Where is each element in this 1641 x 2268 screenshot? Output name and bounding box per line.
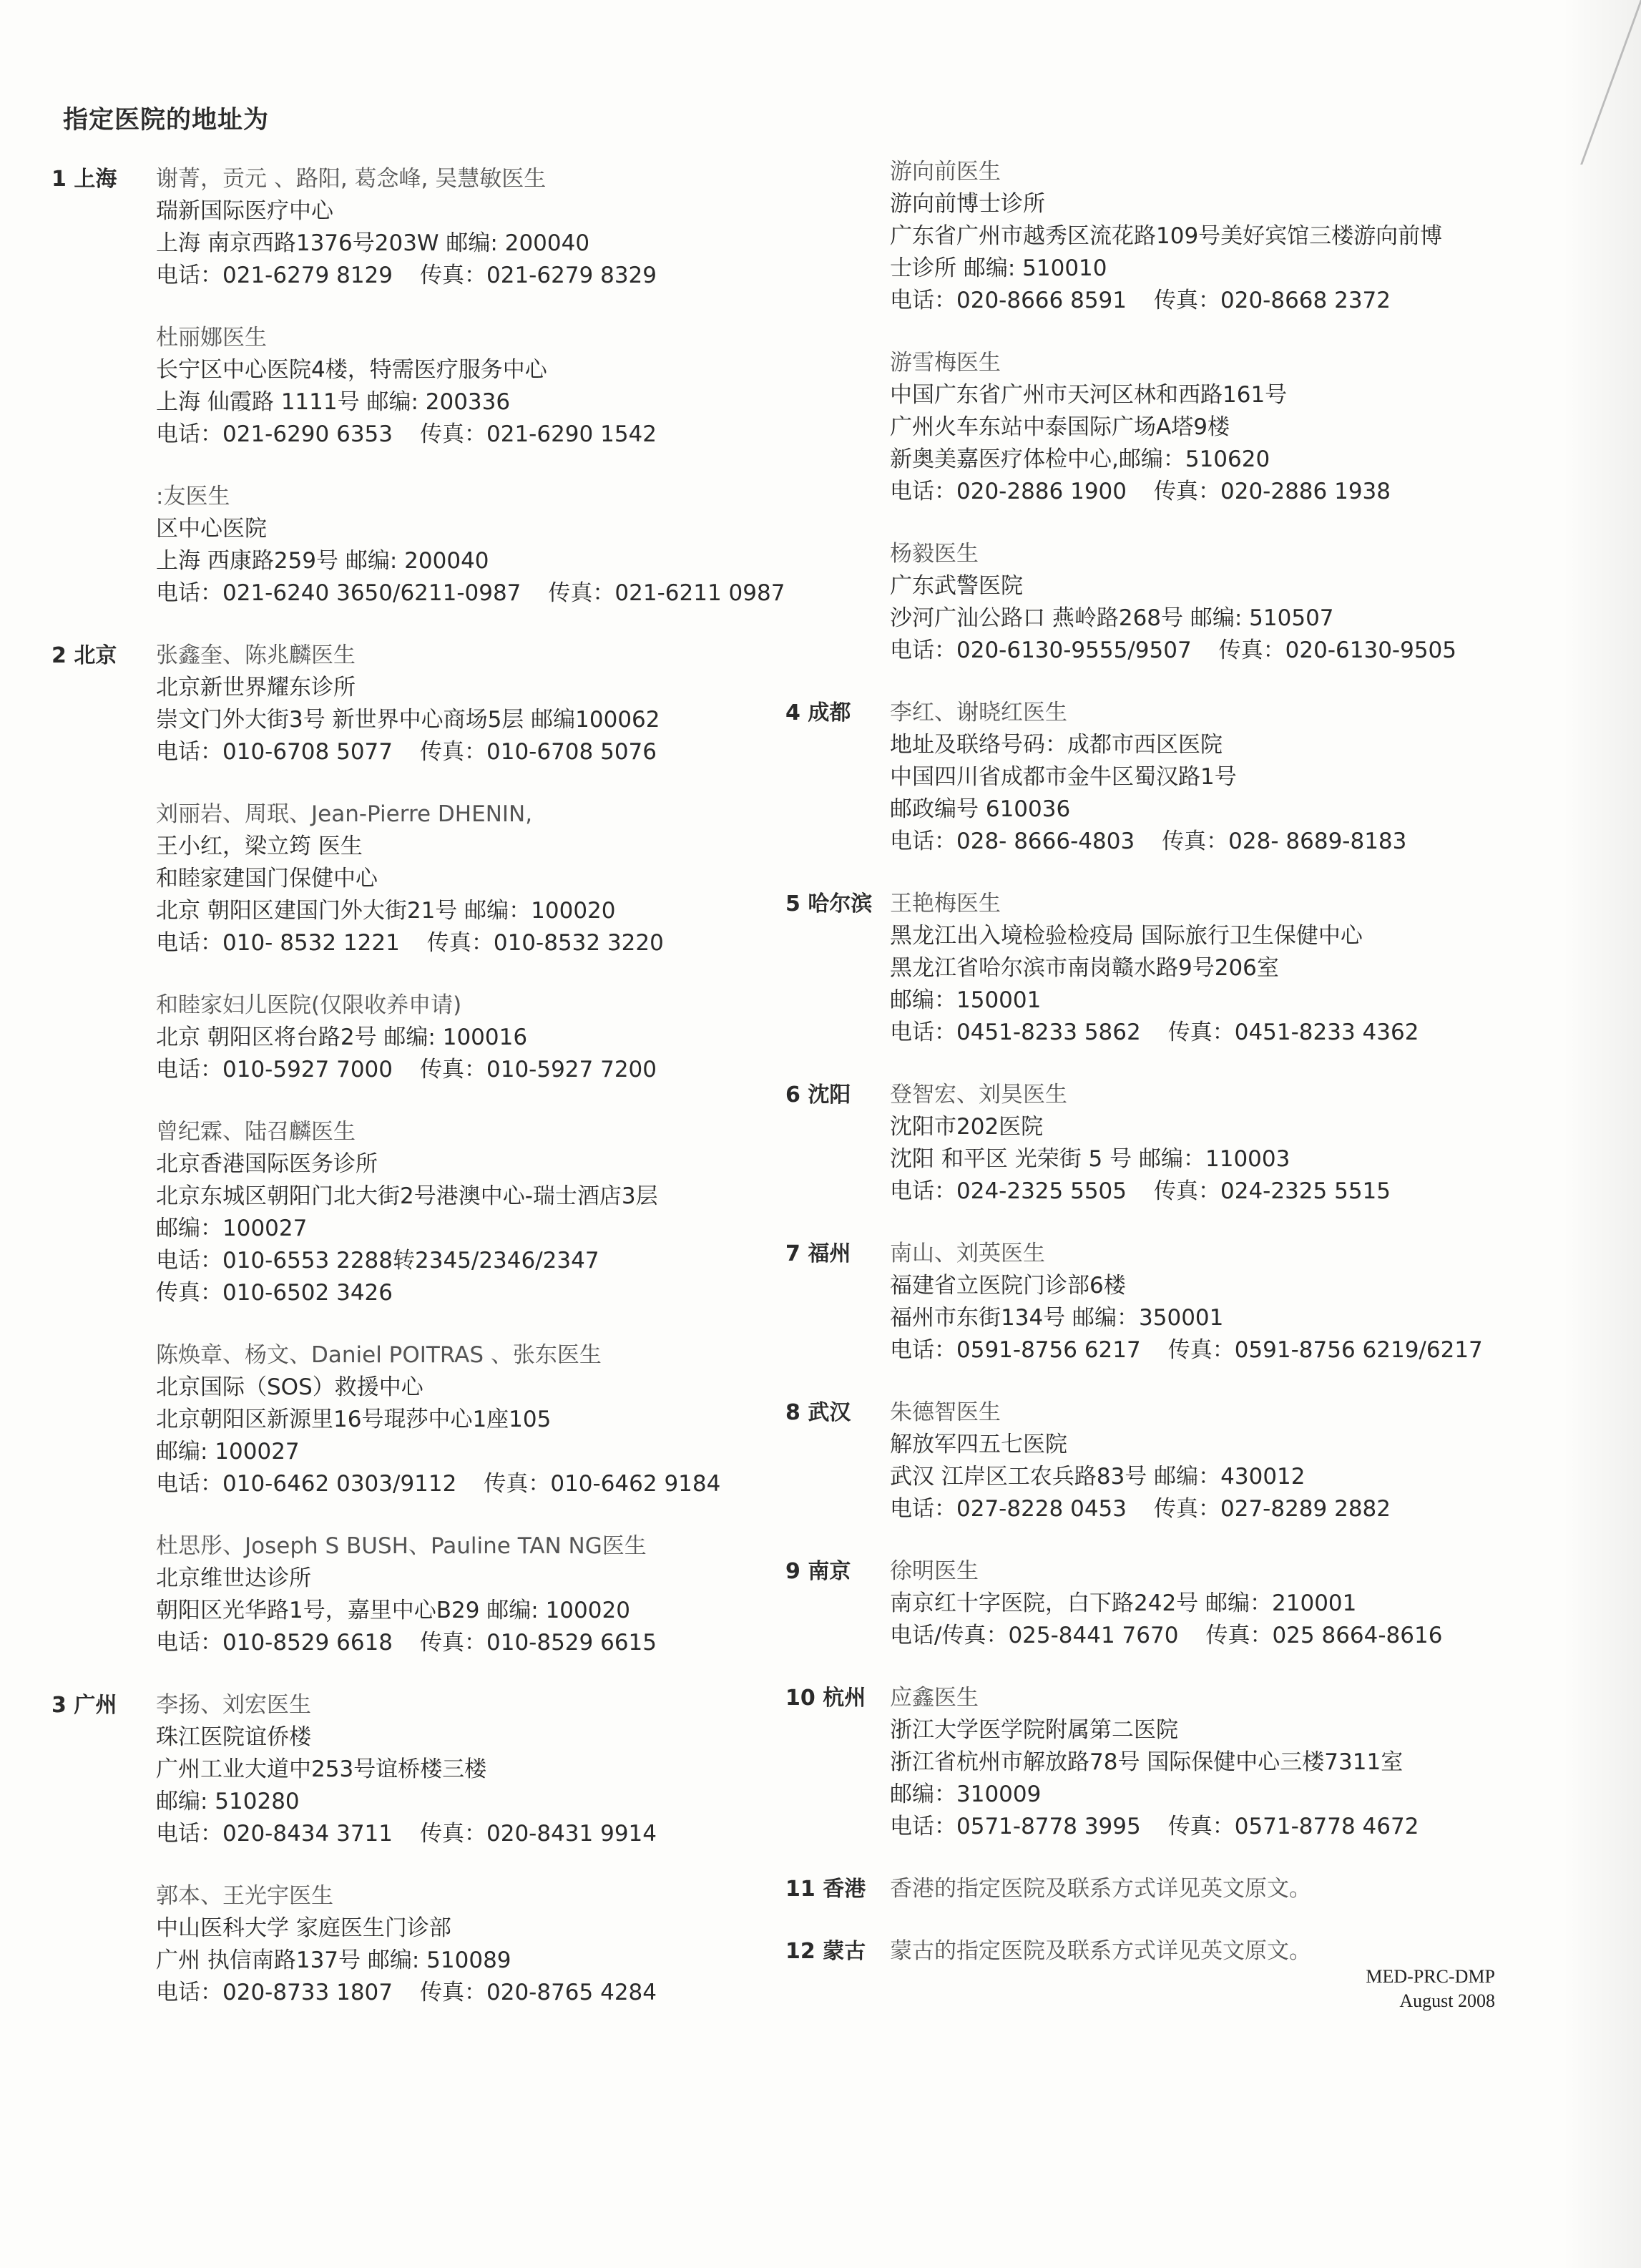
contact-line	[156, 736, 795, 768]
address-line: 邮编：150001	[890, 987, 1042, 1013]
contact-line	[890, 285, 1529, 317]
city-label: 1 上海	[52, 167, 117, 192]
contact-line	[890, 1175, 1529, 1208]
address-line: 郭本、王光宇医生	[156, 1883, 333, 1909]
hospital-entry	[890, 1238, 1529, 1367]
phone-number: 电话：0571-8778 3995	[890, 1814, 1141, 1839]
contact-line	[890, 1017, 1529, 1049]
city-label: 2 北京	[52, 643, 117, 668]
phone-number: 电话：010-6462 0303/9112	[156, 1471, 457, 1497]
hospital-entry	[156, 163, 795, 292]
city-label: 7 福州	[785, 1241, 851, 1266]
address-line: 游向前博士诊所	[890, 191, 1045, 217]
address-line: 浙江省杭州市解放路78号 国际保健中心三楼7311室	[890, 1749, 1404, 1775]
hospital-entry	[156, 322, 795, 451]
address-line: 北京新世界耀东诊所	[156, 675, 356, 700]
contact-line	[890, 1811, 1529, 1843]
fax-number: 传真：027-8289 2882	[1154, 1496, 1391, 1522]
contact-line	[890, 826, 1529, 858]
phone-number: 电话：0591-8756 6217	[890, 1337, 1141, 1363]
city-label: 5 哈尔滨	[785, 891, 873, 917]
phone-number: 电话：024-2325 5505	[890, 1178, 1127, 1204]
address-line: 上海 西康路259号 邮编: 200040	[156, 548, 489, 574]
phone-number: 电话：020-8733 1807	[156, 1980, 393, 2005]
hospital-entry	[890, 347, 1529, 508]
address-line: 杜丽娜医生	[156, 325, 267, 351]
address-line: 南京红十字医院，白下路242号 邮编：210001	[890, 1590, 1357, 1616]
address-line: 广州工业大道中253号谊桥楼三楼	[156, 1756, 487, 1782]
hospital-entry	[890, 697, 1529, 858]
address-line: 中山医科大学 家庭医生门诊部	[156, 1915, 451, 1941]
fax-number: 传真：0451-8233 4362	[1167, 1020, 1419, 1045]
address-line: 黑龙江省哈尔滨市南岗赣水路9号206室	[890, 955, 1279, 981]
address-line: 北京朝阳区新源里16号琨莎中心1座105	[156, 1407, 552, 1432]
phone-number: 电话：010-6708 5077	[156, 739, 393, 765]
hospital-entry	[890, 1079, 1529, 1208]
fax-number: 传真：0591-8756 6219/6217	[1167, 1337, 1483, 1363]
address-line: 广东省广州市越秀区流花路109号美好宾馆三楼游向前博	[890, 223, 1443, 249]
left-column	[52, 163, 795, 2039]
address-line: 解放军四五七医院	[890, 1432, 1067, 1457]
contact-line	[890, 635, 1529, 667]
address-line: 北京 朝阳区建国门外大街21号 邮编：100020	[156, 898, 616, 924]
address-line: 邮编：310009	[890, 1781, 1042, 1807]
address-line: 区中心医院	[156, 516, 267, 542]
city-section	[785, 1238, 1529, 1367]
fax-number: 传真：028- 8689-8183	[1162, 828, 1407, 854]
phone-number: 电话：020-8666 8591	[890, 288, 1127, 313]
phone-number: 电话：021-6279 8129	[156, 263, 393, 288]
city-section	[785, 1397, 1529, 1525]
city-label: 6 沈阳	[785, 1082, 851, 1108]
page-title: 指定医院的地址为	[63, 106, 270, 135]
address-line: 北京香港国际医务诊所	[156, 1151, 378, 1177]
document-date: August 2008	[1399, 1990, 1495, 2011]
address-line: 蒙古的指定医院及联系方式详见英文原文。	[890, 1938, 1311, 1964]
phone-number: 电话：020-2886 1900	[890, 479, 1127, 504]
fax-number: 传真：010-5927 7200	[420, 1057, 657, 1082]
address-line: 邮编: 510280	[156, 1789, 300, 1814]
phone-number: 电话：0451-8233 5862	[890, 1020, 1141, 1045]
address-line: 中国四川省成都市金牛区蜀汉路1号	[890, 764, 1237, 790]
address-line: 和睦家建国门保健中心	[156, 866, 378, 891]
phone-number: 电话/传真：025-8441 7670	[890, 1623, 1179, 1648]
address-line: 崇文门外大街3号 新世界中心商场5层 邮编100062	[156, 707, 660, 733]
phone-number: 电话：028- 8666-4803	[890, 828, 1135, 854]
fax-number: 传真：021-6211 0987	[548, 580, 785, 606]
address-line: 邮政编号 610036	[890, 796, 1071, 822]
hospital-entry	[890, 1682, 1529, 1843]
address-line: 游向前医生	[890, 159, 1001, 185]
address-line: 电话：010-6553 2288转2345/2346/2347	[156, 1248, 599, 1274]
address-line: :友医生	[156, 484, 230, 509]
address-line: 广州 执信南路137号 邮编: 510089	[156, 1947, 511, 1973]
fax-number: 传真：010-6708 5076	[420, 739, 657, 765]
address-line: 北京东城区朝阳门北大街2号港澳中心-瑞士酒店3层	[156, 1183, 658, 1209]
right-column	[785, 156, 1529, 1998]
hospital-entry	[156, 1689, 795, 1850]
fax-number: 传真：010-8529 6615	[420, 1630, 657, 1656]
hospital-entry	[156, 798, 795, 959]
city-label: 11 香港	[785, 1877, 866, 1902]
fax-number: 传真：024-2325 5515	[1154, 1178, 1391, 1204]
address-line: 传真：010-6502 3426	[156, 1280, 393, 1306]
fax-number: 传真：021-6279 8329	[420, 263, 657, 288]
address-line: 朱德智医生	[890, 1399, 1001, 1425]
city-section	[52, 640, 795, 1659]
phone-number: 电话：010- 8532 1221	[156, 930, 400, 956]
address-line: 邮编：100027	[156, 1216, 308, 1241]
address-line: 沈阳市202医院	[890, 1114, 1044, 1140]
contact-line	[156, 1977, 795, 2009]
fax-number: 传真：0571-8778 4672	[1167, 1814, 1419, 1839]
contact-line	[890, 476, 1529, 508]
fax-number: 传真：020-8431 9914	[420, 1821, 657, 1847]
address-line: 上海 仙霞路 1111号 邮编: 200336	[156, 389, 511, 415]
hospital-entry	[156, 1116, 795, 1309]
city-label: 10 杭州	[785, 1686, 866, 1711]
page-edge-shadow	[1562, 0, 1641, 2268]
city-section	[785, 888, 1529, 1049]
address-line: 福州市东街134号 邮编：350001	[890, 1305, 1224, 1331]
address-line: 浙江大学医学院附属第二医院	[890, 1717, 1178, 1743]
phone-number: 电话：010-5927 7000	[156, 1057, 393, 1082]
address-line: 游雪梅医生	[890, 350, 1001, 376]
address-line: 邮编: 100027	[156, 1439, 300, 1465]
contact-line	[156, 260, 795, 292]
city-section	[785, 1935, 1529, 1968]
address-line: 南山、刘英医生	[890, 1241, 1045, 1266]
address-line: 陈焕章、杨文、Daniel POITRAS 、张东医生	[156, 1342, 602, 1368]
address-line: 张鑫奎、陈兆麟医生	[156, 642, 356, 668]
contact-line	[890, 1334, 1529, 1367]
hospital-entry	[890, 538, 1529, 667]
address-line: 地址及联络号码：成都市西区医院	[890, 732, 1223, 758]
fax-number: 传真：020-8765 4284	[420, 1980, 657, 2005]
address-line: 福建省立医院门诊部6楼	[890, 1273, 1126, 1299]
contact-line	[156, 1818, 795, 1850]
hospital-entry	[156, 481, 795, 610]
phone-number: 电话：010-8529 6618	[156, 1630, 393, 1656]
contact-line	[156, 1468, 795, 1500]
fax-number: 传真：021-6290 1542	[420, 421, 657, 447]
city-label: 8 武汉	[785, 1400, 851, 1425]
hospital-entry	[890, 1935, 1529, 1968]
address-line: 登智宏、刘昊医生	[890, 1082, 1067, 1108]
address-line: 北京国际（SOS）救援中心	[156, 1374, 423, 1400]
city-section	[785, 1555, 1529, 1652]
hospital-entry	[156, 989, 795, 1086]
address-line: 珠江医院谊侨楼	[156, 1724, 311, 1750]
city-label: 3 广州	[52, 1693, 117, 1718]
hospital-entry	[156, 1530, 795, 1659]
phone-number: 电话：020-6130-9555/9507	[890, 637, 1192, 663]
footer	[1366, 1965, 1495, 2013]
address-line: 香港的指定医院及联系方式详见英文原文。	[890, 1876, 1311, 1902]
phone-number: 电话：021-6240 3650/6211-0987	[156, 580, 521, 606]
hospital-entry	[890, 156, 1529, 317]
city-section	[785, 1873, 1529, 1905]
address-line: 杨毅医生	[890, 541, 979, 567]
hospital-entry	[156, 1880, 795, 2009]
fax-number: 传真：010-8532 3220	[426, 930, 664, 956]
address-line: 沈阳 和平区 光荣街 5 号 邮编：110003	[890, 1146, 1290, 1172]
fax-number: 传真：025 8664-8616	[1205, 1623, 1443, 1648]
city-label: 12 蒙古	[785, 1939, 866, 1964]
address-line: 沙河广汕公路口 燕岭路268号 邮编: 510507	[890, 605, 1334, 631]
city-section	[52, 163, 795, 610]
city-section	[785, 156, 1529, 667]
city-section	[785, 1682, 1529, 1843]
fax-number: 传真：020-2886 1938	[1154, 479, 1391, 504]
address-line: 和睦家妇儿医院(仅限收养申请)	[156, 992, 462, 1018]
phone-number: 电话：021-6290 6353	[156, 421, 393, 447]
hospital-entry	[890, 888, 1529, 1049]
contact-line	[890, 1620, 1529, 1652]
address-line: 曾纪霖、陆召麟医生	[156, 1119, 356, 1145]
address-line: 上海 南京西路1376号203W 邮编: 200040	[156, 230, 590, 256]
address-line: 杜思彤、Joseph S BUSH、Pauline TAN NG医生	[156, 1533, 647, 1559]
hospital-entry	[890, 1555, 1529, 1652]
address-line: 武汉 江岸区工农兵路83号 邮编：430012	[890, 1464, 1306, 1490]
contact-line	[156, 419, 795, 451]
hospital-entry	[156, 1339, 795, 1500]
city-label: 9 南京	[785, 1559, 851, 1584]
address-line: 刘丽岩、周珉、Jean-Pierre DHENIN,	[156, 801, 533, 827]
phone-number: 电话：020-8434 3711	[156, 1821, 393, 1847]
city-label: 4 成都	[785, 700, 851, 725]
address-line: 徐明医生	[890, 1558, 979, 1584]
address-line: 长宁区中心医院4楼，特需医疗服务中心	[156, 357, 547, 383]
contact-line	[890, 1493, 1529, 1525]
address-line: 朝阳区光华路1号，嘉里中心B29 邮编: 100020	[156, 1598, 630, 1623]
contact-line	[156, 1627, 795, 1659]
hospital-entry	[156, 640, 795, 768]
contact-line	[156, 1054, 795, 1086]
address-line: 谢菁，贡元 、路阳, 葛念峰, 吴慧敏医生	[156, 166, 547, 192]
address-line: 北京 朝阳区将台路2号 邮编: 100016	[156, 1025, 528, 1050]
address-line: 广州火车东站中泰国际广场A塔9楼	[890, 414, 1230, 440]
city-section	[785, 1079, 1529, 1208]
city-section	[785, 697, 1529, 858]
fax-number: 传真：020-6130-9505	[1218, 637, 1456, 663]
document-code: MED-PRC-DMP	[1366, 1966, 1495, 1987]
address-line: 王小红，梁立筠 医生	[156, 834, 363, 859]
address-line: 李扬、刘宏医生	[156, 1692, 311, 1718]
address-line: 李红、谢晓红医生	[890, 700, 1067, 725]
contact-line	[156, 927, 795, 959]
phone-number: 电话：027-8228 0453	[890, 1496, 1127, 1522]
fax-number: 传真：020-8668 2372	[1154, 288, 1391, 313]
hospital-entry	[890, 1397, 1529, 1525]
hospital-entry	[890, 1873, 1529, 1905]
address-line: 中国广东省广州市天河区林和西路161号	[890, 382, 1288, 408]
address-line: 新奥美嘉医疗体检中心,邮编：510620	[890, 446, 1270, 472]
address-line: 瑞新国际医疗中心	[156, 198, 333, 224]
city-section	[52, 1689, 795, 2009]
address-line: 黑龙江出入境检验检疫局 国际旅行卫生保健中心	[890, 923, 1363, 949]
address-line: 王艳梅医生	[890, 891, 1001, 917]
address-line: 应鑫医生	[890, 1685, 979, 1711]
address-line: 士诊所 邮编: 510010	[890, 255, 1107, 281]
contact-line	[156, 577, 795, 610]
address-line: 广东武警医院	[890, 573, 1023, 599]
fax-number: 传真：010-6462 9184	[484, 1471, 721, 1497]
address-line: 北京维世达诊所	[156, 1565, 311, 1591]
